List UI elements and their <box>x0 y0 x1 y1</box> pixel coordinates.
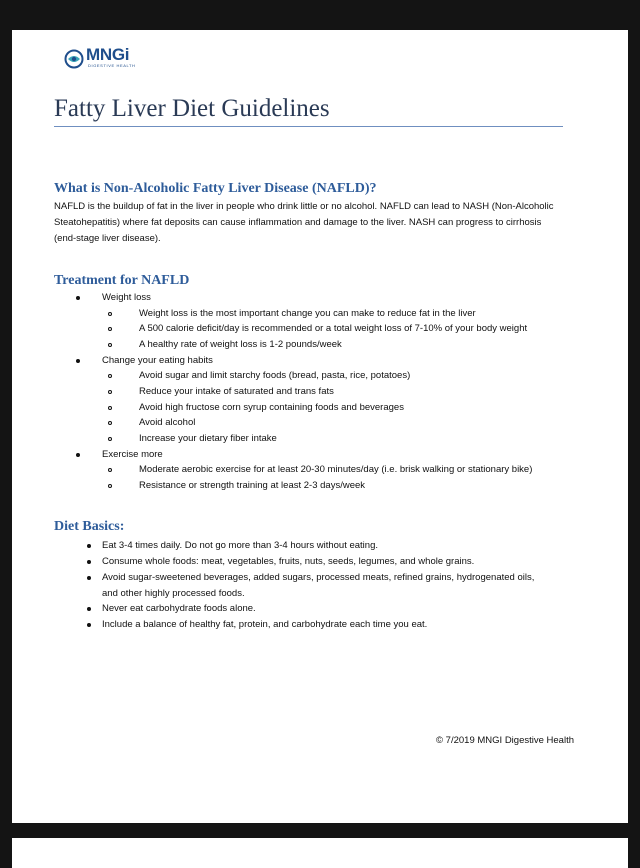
sub-bullet-icon <box>108 468 112 472</box>
sub-bullet-icon <box>108 437 112 441</box>
sub-bullet-icon <box>108 343 112 347</box>
list-item-continuation: and other highly processed foods. <box>102 588 245 599</box>
nafld-heading: What is Non-Alcoholic Fatty Liver Disease (NAFLD)? <box>54 181 377 196</box>
list-item: Include a balance of healthy fat, protein, and carbohydrate each time you eat. <box>102 619 428 630</box>
list-item: Avoid alcohol <box>139 417 196 428</box>
sub-bullet-icon <box>108 406 112 410</box>
sub-bullet-icon <box>108 484 112 488</box>
bullet-icon <box>87 560 91 564</box>
list-item: Avoid sugar-sweetened beverages, added sugars, processed meats, refined grains, hydrogenated oils, <box>102 572 535 583</box>
page-title: Fatty Liver Diet Guidelines <box>54 95 330 122</box>
document-page <box>12 30 628 823</box>
title-divider <box>54 126 563 127</box>
bullet-icon <box>87 623 91 627</box>
list-item: Consume whole foods: meat, vegetables, fruits, nuts, seeds, legumes, and whole grains. <box>102 556 475 567</box>
treatment-heading: Treatment for NAFLD <box>54 273 190 288</box>
sub-bullet-icon <box>108 390 112 394</box>
list-item: Reduce your intake of saturated and trans fats <box>139 386 334 397</box>
sub-bullet-icon <box>108 327 112 331</box>
bullet-icon <box>87 607 91 611</box>
list-item: Moderate aerobic exercise for at least 20-30 minutes/day (i.e. brisk walking or stationary bike) <box>139 464 533 475</box>
bullet-icon <box>76 453 80 457</box>
copyright-footer: © 7/2019 MNGI Digestive Health <box>436 735 574 746</box>
bullet-icon <box>76 359 80 363</box>
mngi-logo <box>64 45 136 73</box>
list-item: Increase your dietary fiber intake <box>139 433 277 444</box>
list-item: Weight loss <box>102 292 151 303</box>
liver-logo-icon <box>64 49 84 69</box>
sub-bullet-icon <box>108 312 112 316</box>
bullet-icon <box>76 296 80 300</box>
diet-basics-heading: Diet Basics: <box>54 519 125 534</box>
sub-bullet-icon <box>108 421 112 425</box>
sub-bullet-icon <box>108 374 112 378</box>
list-item: Resistance or strength training at least 2-3 days/week <box>139 480 366 491</box>
bullet-icon <box>87 544 91 548</box>
next-page-edge <box>12 838 628 868</box>
list-item: Eat 3-4 times daily. Do not go more than 3-4 hours without eating. <box>102 540 379 551</box>
list-item: Weight loss is the most important change you can make to reduce fat in the liver <box>139 308 476 319</box>
list-item: Avoid sugar and limit starchy foods (bread, pasta, rice, potatoes) <box>139 370 411 381</box>
list-item: Exercise more <box>102 449 163 460</box>
list-item: Avoid high fructose corn syrup containing foods and beverages <box>139 402 404 413</box>
list-item: A healthy rate of weight loss is 1-2 pounds/week <box>139 339 342 350</box>
nafld-description: NAFLD is the buildup of fat in the liver in people who drink little or no alcohol. NAFLD can lead to NASH (Non-Alcoholic Steatohepatitis) where fat deposits can cause inflammation and damage to the liver. NASH can progress to cirrhosis (end-stage liver disease). <box>54 201 554 244</box>
logo-subtext: DIGESTIVE HEALTH <box>88 63 136 68</box>
logo-wordmark: MNGi <box>86 45 130 64</box>
bullet-icon <box>87 576 91 580</box>
list-item: Change your eating habits <box>102 355 213 366</box>
list-item: A 500 calorie deficit/day is recommended or a total weight loss of 7-10% of your body weight <box>139 323 528 334</box>
list-item: Never eat carbohydrate foods alone. <box>102 603 256 614</box>
